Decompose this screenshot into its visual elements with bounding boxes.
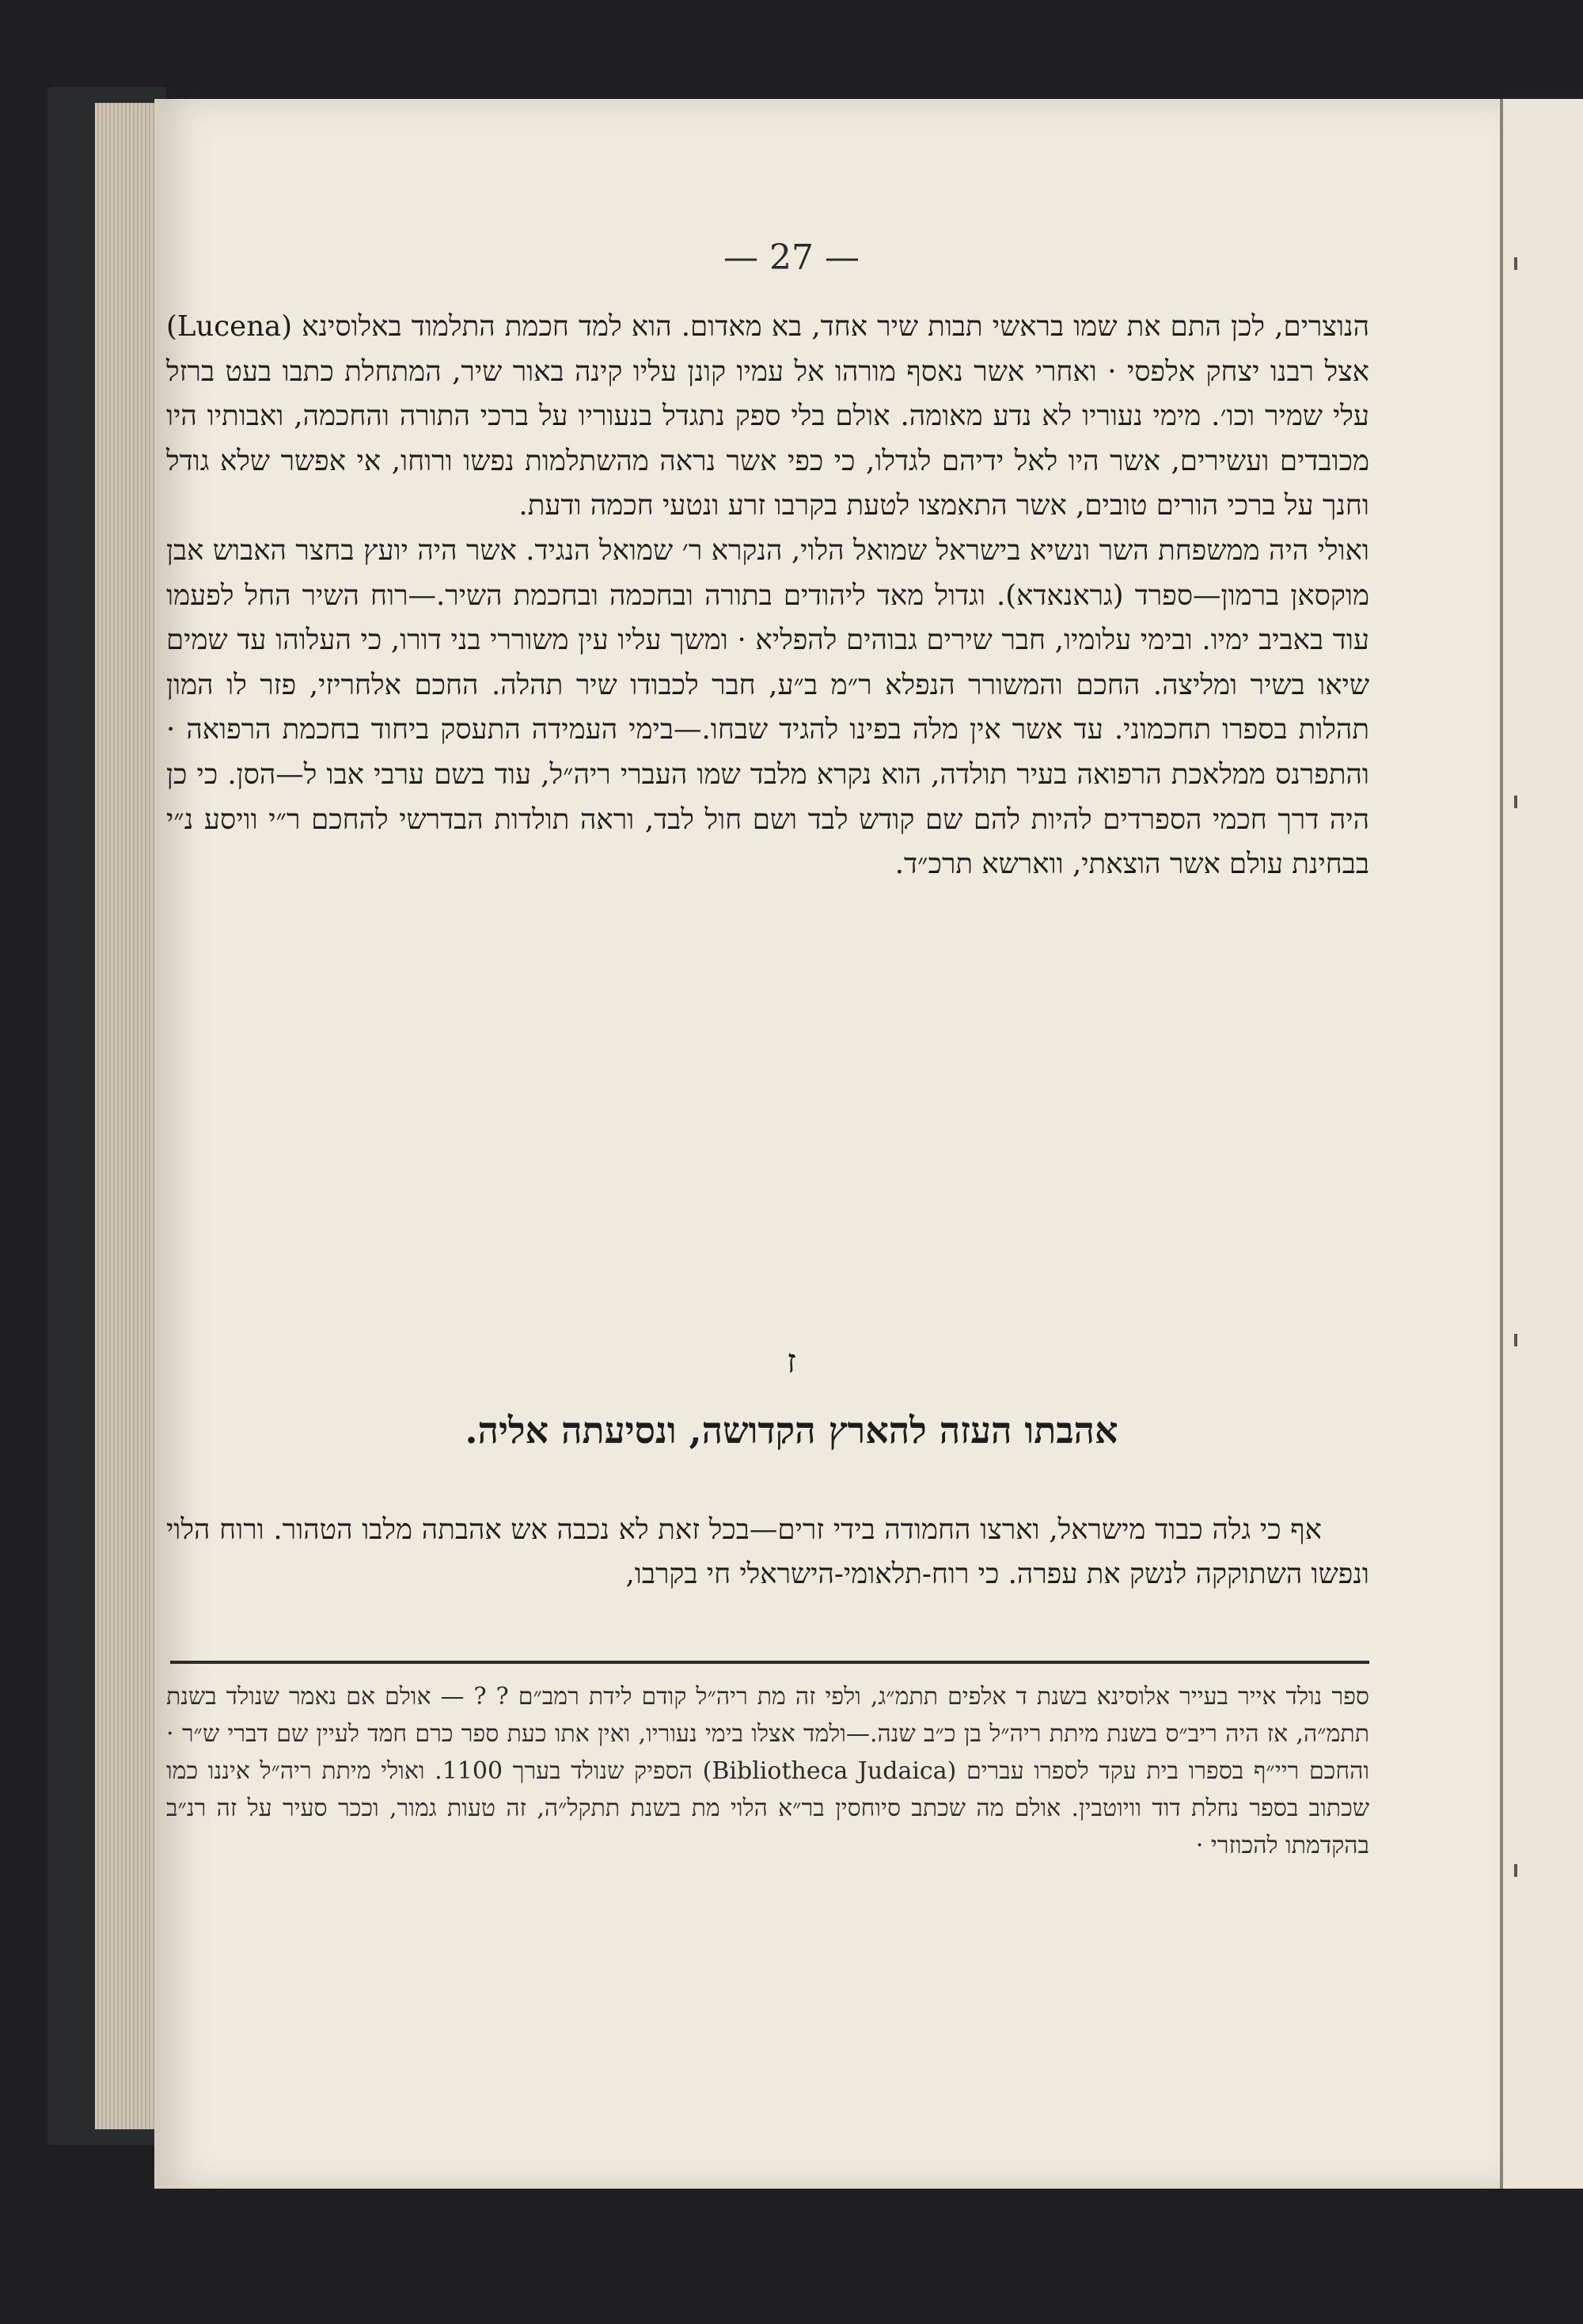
footnote-divider: [170, 1661, 1369, 1664]
paragraph: אף כי גלה כבוד מישראל, וארצו החמודה בידי זרים—בכל זאת לא נכבה אש אהבתה מלבו הטהור. ורוח הלוי ונפשו השתוקקה לנשק את עפרה. כי רוח-תלאומי-הישראלי חי בקרבו,: [166, 1513, 1369, 1590]
footnote-text: ספר נולד אייר בעייר אלוסינא בשנת ד אלפים תתמ״ג, ולפי זה מת ריה״ל קודם לידת רמב״ם ? ? — אולם אם נאמר שנולד בשנת תתמ״ה, אז היה ריב״ס בשנת מיתת ריה״ל בן כ״ב שנה.—ולמד אצלו בימי נעוריו, ואין אתו כעת ספר כרם חמד לעיין שם דברי ש״ר · והחכם ריי״ף בספרו בית עקד לספרו עברים (Bibliotheca Judaica) הספיק שנולד בערך 1100. ואולי מיתת ריה״ל איננו כמו שכתוב בספר נחלת דוד וויוטבין. אולם מה שכתב סיוחסין בר״א הלוי מת בשנת תתקל״ה, זה טעות גמור, וככר סעיר על זה רנ״ב בהקדמתו להכוזרי ·: [166, 1683, 1370, 1859]
paragraph: הנוצרים, לכן התם את שמו בראשי תבות שיר אחד, בא מאדום. הוא למד חכמת התלמוד באלוסינא (Lucena) אצל רבנו יצחק אלפסי · ואחרי אשר נאסף מורהו אל עמיו קונן עליו קינה באור שיר, המתחלת כתבו בעט ברזל עלי שמיר וכו׳. מימי נעוריו לא נדע מאומה. אולם בלי ספק נתגדל בנעוריו על ברכי התורה והחכמה, ואבותיו היו מכובדים ועשירים, אשר היו לאל ידיהם לגדלו, כי כפי אשר נראה מהשתלמות נפשו ורוחו, אי אפשר שלא גודל וחנך על ברכי הורים טובים, אשר התאמצו לטעת בקרבו זרע ונטעי חכמה ודעת.: [166, 310, 1369, 522]
binding-stitch: [1514, 796, 1517, 808]
section-number: ז: [787, 1342, 796, 1380]
footnote: [166, 1678, 1369, 1864]
section-text: [166, 1508, 1369, 1597]
binding-stitch: [1514, 1864, 1517, 1877]
page-edges: [95, 103, 158, 2129]
paragraph: ואולי היה ממשפחת השר ונשיא בישראל שמואל הלוי, הנקרא ר׳ שמואל הנגיד. אשר היה יועץ בחצר האבוש אבן מוקסאן ברמון—ספרד (גראנאדא). וגדול מאד ליהודים בתורה ובחכמה ובחכמת השיר.—רוח השיר החל לפעמו עוד באביב ימיו. ובימי עלומיו, חבר שירים גבוהים להפליא · ומשך עליו עין משוררי בני דורו, כי העלוהו עד שמים שיאו בשיר ומליצה. החכם והמשורר הנפלא ר״מ ב״ע, חבר לכבודו שיר תהלה. החכם אלחריזי, פזר לו המון תהלות בספרו תחכמוני. עד אשר אין מלה בפינו להגיד שבחו.—בימי העמידה התעסק ביחוד בחכמת הרפואה · והתפרנס ממלאכת הרפואה בעיר תולדה, הוא נקרא מלבד שמו העברי ריה״ל, עוד בשם ערבי אבו ל—הסן. כי כן היה דרך חכמי הספרדים להיות להם שם קודש לבד ושם חול לבד, וראה תולדות הבדרשי להחכם ר״י וויסע נ״י בבחינת עולם אשר הוצאתי, ווארשא תרכ״ד.: [166, 534, 1369, 881]
main-text: [166, 305, 1369, 887]
facing-page-edge: [1500, 99, 1583, 2189]
page-number: — 27 —: [723, 237, 860, 278]
section-title: אהבתו העזה להארץ הקדושה, ונסיעתה אליה.: [465, 1409, 1118, 1452]
